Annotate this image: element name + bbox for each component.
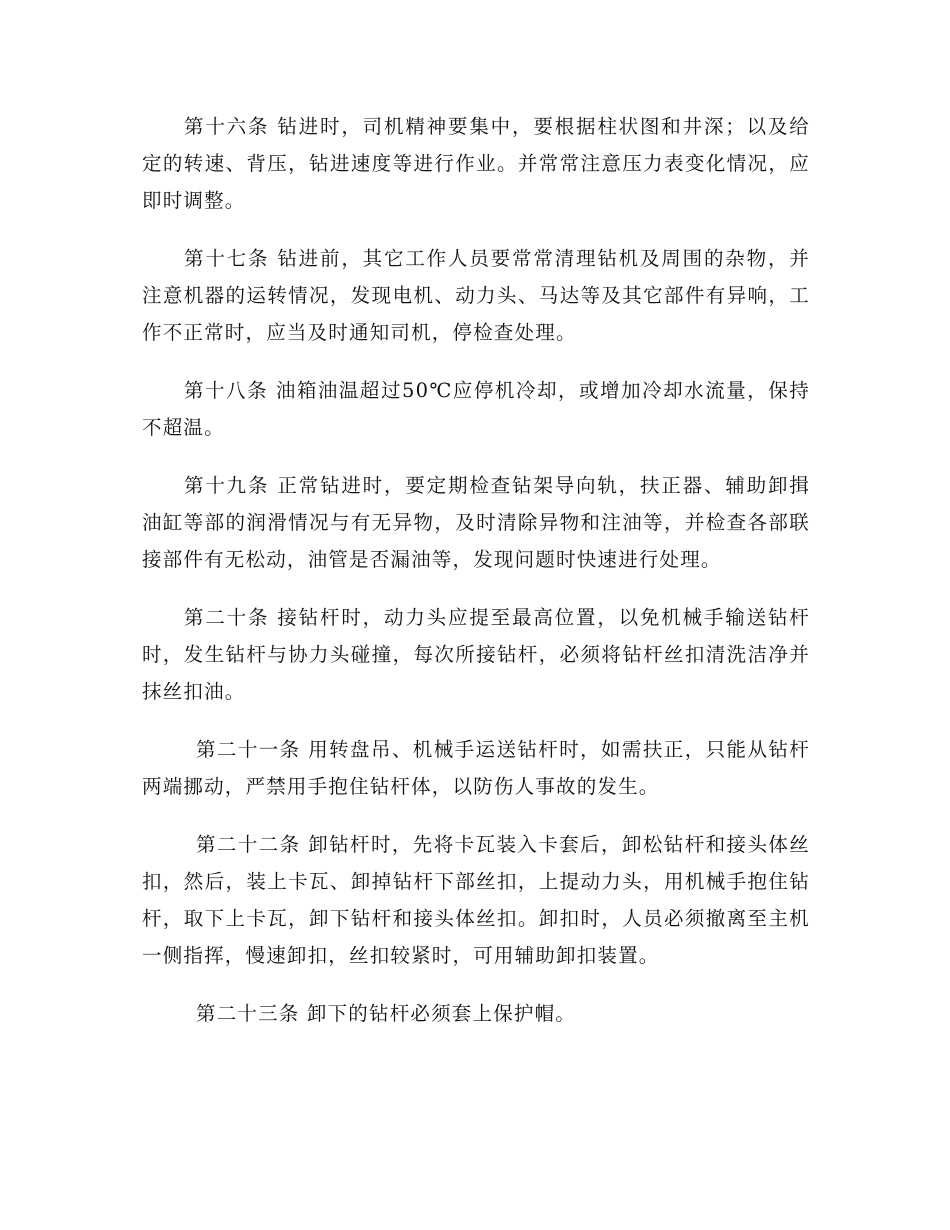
paragraph-article-23: 第二十三条 卸下的钻杆必须套上保护帽。: [196, 1002, 576, 1025]
paragraph-article-20: 第二十条 接钻杆时，动力头应提至最高位置，以免机械手输送钻杆时，发生钻杆与协力头碰撞，每次所接钻杆，必须将钻杆丝扣清洗洁净并抹丝扣油。: [142, 606, 810, 703]
paragraph-article-16: 第十六条 钻进时，司机精神要集中，要根据柱状图和井深；以及给定的转速、背压，钻进速度等进行作业。并常常注意压力表变化情况，应即时调整。: [142, 115, 810, 212]
paragraph-article-21: 第二十一条 用转盘吊、机械手运送钻杆时，如需扶正，只能从钻杆两端挪动，严禁用手抱住钻杆体，以防伤人事故的发生。: [142, 738, 810, 798]
paragraph-article-17: 第十七条 钻进前，其它工作人员要常常清理钻机及周围的杂物，并注意机器的运转情况，发现电机、动力头、马达等及其它部件有异响，工作不正常时，应当及时通知司机，停检查处理。: [142, 247, 810, 344]
paragraph-article-22: 第二十二条 卸钻杆时，先将卡瓦装入卡套后，卸松钻杆和接头体丝扣，然后，装上卡瓦、卸掉钻杆下部丝扣，上提动力头，用机械手抱住钻杆，取下上卡瓦，卸下钻杆和接头体丝扣。卸扣时，人员必须撤离至主机一侧指挥，慢速卸扣，丝扣较紧时，可用辅助卸扣装置。: [142, 833, 810, 967]
paragraph-article-19: 第十九条 正常钻进时，要定期检查钻架导向轨，扶正器、辅助卸揖油缸等部的润滑情况与有无异物，及时清除异物和注油等，并检查各部联接部件有无松动，油管是否漏油等，发现问题时快速进行处理。: [142, 474, 810, 571]
paragraph-article-18: 第十八条 油箱油温超过50℃应停机冷却，或增加冷却水流量，保持不超温。: [142, 379, 810, 439]
document-body: [142, 108, 810, 1053]
